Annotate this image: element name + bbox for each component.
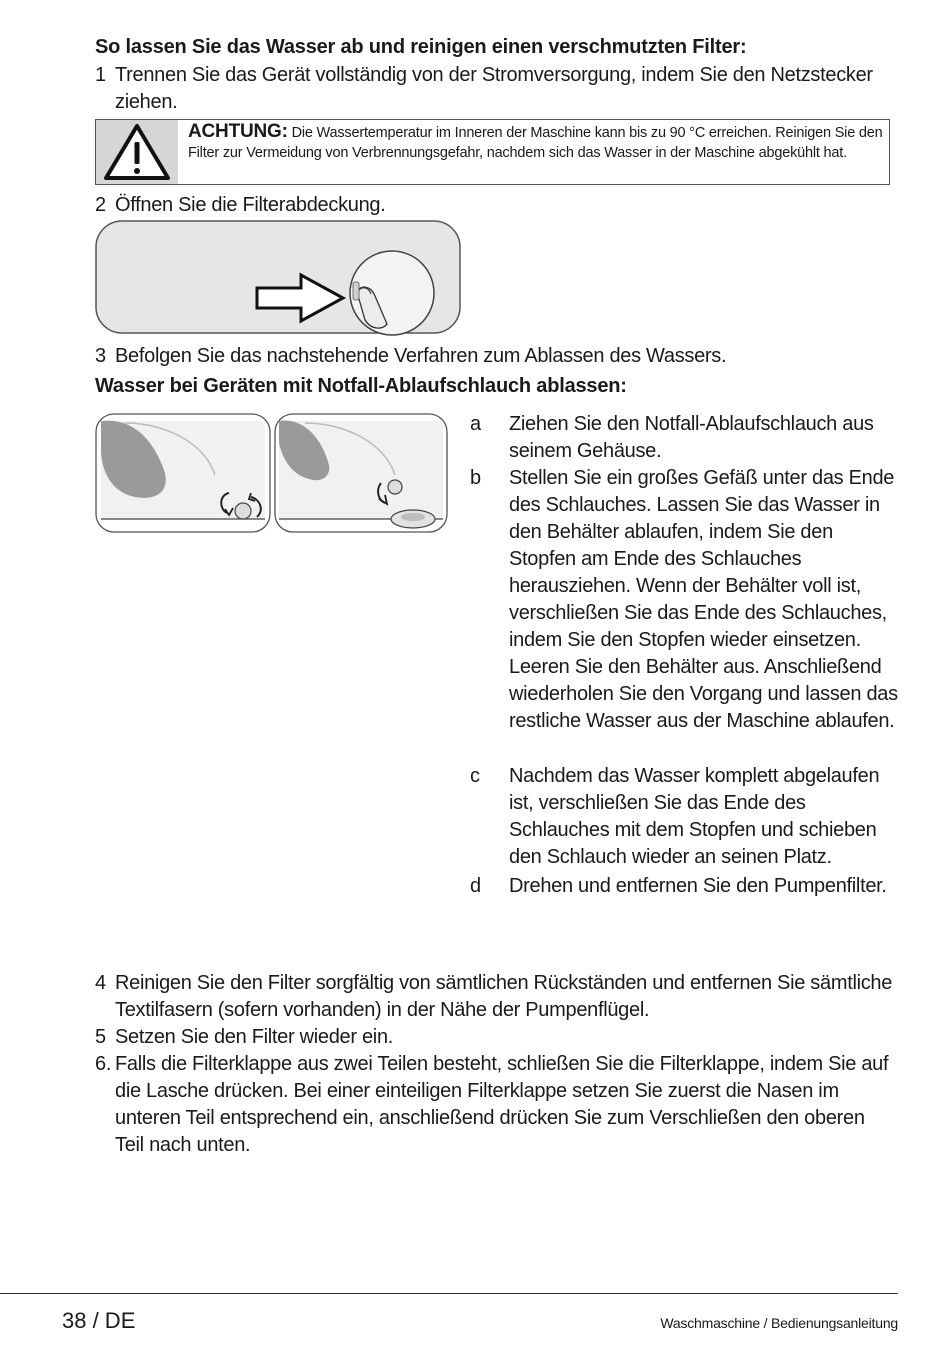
step-5 xyxy=(95,1024,895,1051)
warning-body: Die Wassertemperatur im Inneren der Maschine kann bis zu 90 °C erreichen. Reinigen Sie den Filter zur Vermeidung von Verbrennungsgefahr, nachdem sich das Wasser in der Maschine abgekühlt hat. xyxy=(188,125,883,161)
substep-text: Stellen Sie ein großes Gefäß unter das Ende des Schlauches. Lassen Sie das Wasser in den Behälter ablaufen, indem Sie den Stopfen am Ende des Schlauches herausziehen. Wenn der Behälter voll ist, verschließen Sie das Ende des Schlauches, indem Sie den Stopfen wieder einsetzen. Leeren Sie den Behälter aus. Anschließend wiederholen Sie den Vorgang und lassen das restliche Wasser aus der Maschine ablaufen. xyxy=(509,467,898,732)
filter-cover-illustration xyxy=(95,220,463,336)
substep-text: Ziehen Sie den Notfall-Ablaufschlauch aus seinem Gehäuse. xyxy=(509,413,874,462)
footer-title: Waschmaschine / Bedienungsanleitung xyxy=(660,1315,898,1331)
substep-a xyxy=(470,411,900,465)
warning-text xyxy=(188,122,888,163)
substep-c xyxy=(470,763,900,871)
step-text: Falls die Filterklappe aus zwei Teilen besteht, schließen Sie die Filterklappe, indem Sie auf die Lasche drücken. Bei einer einteiligen Filterklappe setzen Sie zuerst die Nasen im unteren Teil entsprechend ein, anschließend drücken Sie zum Verschließen den oberen Teil nach unten. xyxy=(115,1053,889,1156)
substep-text: Drehen und entfernen Sie den Pumpenfilter. xyxy=(509,875,887,897)
step-text: Öffnen Sie die Filterabdeckung. xyxy=(115,194,386,216)
sub-heading: Wasser bei Geräten mit Notfall-Ablaufschlauch ablassen: xyxy=(95,375,627,397)
step-number: 5 xyxy=(95,1026,106,1048)
step-1 xyxy=(95,62,895,116)
step-text: Befolgen Sie das nachstehende Verfahren zum Ablassen des Wassers. xyxy=(115,345,727,367)
substep-letter: d xyxy=(470,875,481,897)
step-text: Setzen Sie den Filter wieder ein. xyxy=(115,1026,394,1048)
substep-letter: c xyxy=(470,765,480,787)
step-6 xyxy=(95,1051,895,1159)
substep-d xyxy=(470,873,900,900)
step-number: 6. xyxy=(95,1053,112,1075)
step-number: 2 xyxy=(95,194,106,216)
drain-hose-illustration xyxy=(95,413,449,535)
step-text: Reinigen Sie den Filter sorgfältig von sämtlichen Rückständen und entfernen Sie sämtliche Textilfasern (sofern vorhanden) in der Nähe der Pumpenflügel. xyxy=(115,972,893,1021)
step-number: 3 xyxy=(95,345,106,367)
footer-divider xyxy=(0,1293,898,1294)
warning-box xyxy=(95,119,890,185)
substep-letter: b xyxy=(470,467,481,489)
section-heading: So lassen Sie das Wasser ab und reinigen einen verschmutzten Filter: xyxy=(95,36,747,58)
step-number: 1 xyxy=(95,64,106,86)
warning-title: ACHTUNG: xyxy=(188,121,288,142)
step-number: 4 xyxy=(95,972,106,994)
substep-letter: a xyxy=(470,413,481,435)
step-2 xyxy=(95,192,895,219)
step-text: Trennen Sie das Gerät vollständig von der Stromversorgung, indem Sie den Netzstecker ziehen. xyxy=(115,64,873,113)
step-3 xyxy=(95,343,895,370)
page-number: 38 / DE xyxy=(62,1308,136,1333)
step-4 xyxy=(95,970,895,1024)
warning-triangle-icon xyxy=(96,120,178,184)
substep-b xyxy=(470,465,900,735)
substep-text: Nachdem das Wasser komplett abgelaufen ist, verschließen Sie das Ende des Schlauches mit dem Stopfen und schieben den Schlauch wieder an seinen Platz. xyxy=(509,765,880,868)
